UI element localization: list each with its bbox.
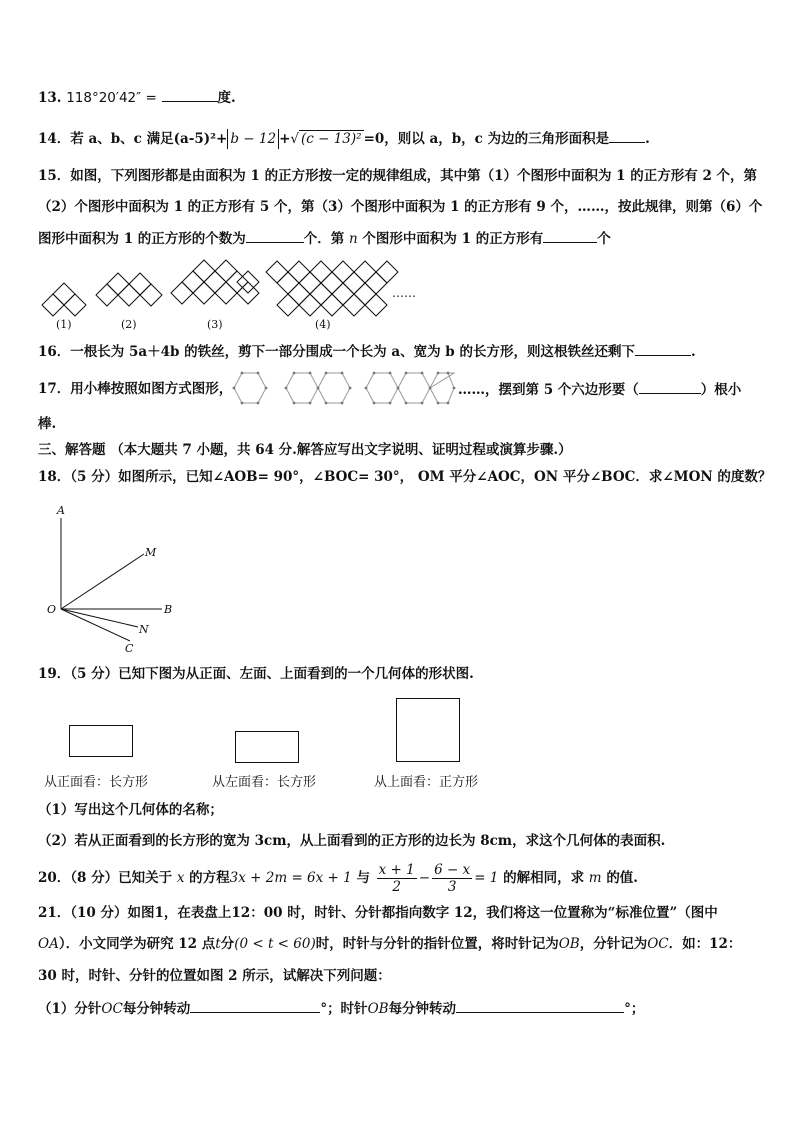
q19-top-view-caption: 从上面看：正方形 (374, 775, 479, 790)
q19-left-view-rectangle (235, 731, 299, 763)
q14-answer-blank[interactable] (609, 128, 645, 143)
q21-sub1b: 每分钟转动 (122, 1001, 191, 1017)
q20-text-e: 的值. (606, 870, 639, 886)
q15-label-4: (4) (315, 318, 331, 331)
q14-plus: + (279, 131, 291, 147)
q20-fraction-1-denominator: 2 (392, 879, 401, 895)
q21-range: (0 < t < 60) (234, 936, 316, 952)
q16-answer-blank[interactable] (635, 341, 691, 356)
q21-blank-1[interactable] (190, 998, 320, 1013)
q13-number: 13. (38, 90, 62, 106)
q17-text-2: ……，摆到第 5 个六边形要（ (458, 382, 639, 398)
q20-text-a: 20．（8 分）已知关于 (38, 870, 173, 886)
q20-equation-1: 3x + 2m = 6x + 1 (229, 870, 352, 886)
q21-line2a: ）．小文同学为研究 12 点 (58, 936, 216, 952)
q17-continued (458, 379, 741, 400)
q19-left-view-caption: 从左面看：长方形 (212, 775, 317, 790)
q19-text: 19．（5 分）已知下图为从正面、左面、上面看到的一个几何体的形状图. (38, 666, 474, 682)
q20-fraction-2-numerator: 6 − x (434, 862, 471, 878)
q15-label-3: (3) (207, 318, 223, 331)
q17-hexagon-3a (366, 373, 398, 403)
q13-answer-blank[interactable] (162, 87, 218, 102)
q18-label-A: A (57, 504, 65, 517)
q21-blank-2[interactable] (456, 998, 624, 1013)
q20-fraction-1 (377, 862, 417, 895)
q16-end: . (690, 344, 696, 360)
q15-line3 (38, 228, 611, 249)
q20-fraction-1-numerator: x + 1 (378, 862, 415, 878)
q17-hexagon-2a (286, 373, 318, 403)
q14-end: . (645, 131, 650, 147)
q15-figure-4 (266, 261, 398, 316)
q17-answer-blank[interactable] (639, 379, 701, 394)
q17-hexagon-3b (398, 373, 430, 403)
q20-var-x: x (176, 870, 185, 886)
q18-label-C: C (125, 642, 134, 655)
q19-sub1: （1）写出这个几何体的名称； (38, 802, 223, 818)
q21-line2 (38, 934, 741, 954)
q18-label-N: N (139, 623, 149, 636)
q14-prefix: 14．若 a、b、c 满足(a-5)²+ (38, 131, 228, 147)
q18-angle-figure (40, 500, 190, 655)
q18-label-B: B (164, 603, 173, 616)
q13 (38, 87, 236, 108)
q14-sqrt-radicand: (c − 13)² (300, 131, 362, 147)
q13-suffix: 度. (217, 90, 236, 106)
q15-line3d: 个 (597, 231, 611, 247)
q21-oc: OC (647, 936, 669, 952)
q14-abs-expression: b − 12 (227, 129, 279, 149)
q21-line2b: 分 (220, 936, 235, 952)
section-3-heading: 三、解答题 （本大题共 7 小题，共 64 分.解答应写出文字说明、证明过程或演算步骤.） (38, 442, 572, 458)
q19-front-view-caption: 从正面看：长方形 (44, 775, 149, 790)
q17-hexagon-1 (234, 373, 266, 403)
q15-n: n (349, 231, 358, 247)
q13-expression: 118°20′42″ = (66, 90, 157, 106)
q18-label-M: M (145, 546, 157, 559)
q21-sub1 (38, 998, 644, 1019)
q21-line2d: ，分针记为 (579, 936, 648, 952)
q17-text: 17．用小棒按照如图方式图形， (38, 381, 233, 397)
q21-line1: 21．（10 分）如图1，在表盘上12：00 时，时针、分针都指向数字 12，我们将这一位置称为“标准位置”（图中 (38, 905, 718, 921)
q17-hexagon-3c (430, 373, 454, 388)
q15-line3a: 图形中面积为 1 的正方形的个数为 (38, 231, 246, 247)
q20-fraction-2 (432, 862, 472, 895)
q21-sub1c: °；时针 (320, 1001, 368, 1017)
q21-sub1-oc: OC (101, 1001, 123, 1017)
q16 (38, 341, 696, 362)
q15-line1: 15．如图，下列图形都是由面积为 1 的正方形按一定的规律组成，其中第（1）个图形中面积为 1 的正方形有 2 个，第 (38, 168, 758, 184)
q15-blank-1[interactable] (246, 228, 304, 243)
q21-sub1d: 每分钟转动 (388, 1001, 457, 1017)
q17-hexagon-figure (232, 370, 456, 408)
q17-line2: 棒. (38, 416, 57, 432)
q15-line3c: 个图形中面积为 1 的正方形有 (362, 231, 544, 247)
q17-close: ）根小 (700, 382, 742, 398)
q17-hexagon-2b (318, 373, 350, 403)
q21-line3: 30 时，时针、分针的位置如图 2 所示，试解决下列问题： (38, 968, 391, 984)
q19-sub2: （2）若从正面看到的长方形的宽为 3cm，从上面看到的正方形的边长为 8cm，求这个几何体的表面积. (38, 833, 666, 849)
q15-line2: （2）个图形中面积为 1 的正方形有 5 个，第（3）个图形中面积为 1 的正方形有 9 个，……，按此规律，则第（6）个 (38, 199, 763, 215)
q15-label-2: (2) (121, 318, 137, 331)
q21-line2c: 时，时针与分针的指针位置，将时针记为 (315, 936, 559, 952)
q18-text: 18．（5 分）如图所示，已知∠AOB= 90°，∠BOC= 30°， OM 平分∠AOC，ON 平分∠BOC．求∠MON 的度数？ (38, 469, 772, 485)
q21-line2e: ．如：12： (668, 936, 742, 952)
q15-figure-1 (42, 283, 86, 316)
q15-line3b: 个．第 (303, 231, 345, 247)
q15-blank-2[interactable] (543, 228, 597, 243)
q15-ellipsis: …… (392, 286, 416, 300)
q14-suffix: =0，则以 a，b，c 为边的三角形面积是 (363, 131, 610, 147)
q20-minus: − (418, 870, 431, 886)
q15-label-1: (1) (56, 318, 72, 331)
q16-text: 16．一根长为 5a＋4b 的铁丝，剪下一部分围成一个长为 a、宽为 b 的长方形，则这根铁丝还剩下 (38, 344, 635, 360)
q14-sqrt: √ (c − 13)² (290, 131, 362, 147)
q14 (38, 128, 650, 149)
q20-text-c: 与 (356, 870, 370, 886)
q20-fraction-2-denominator: 3 (447, 879, 457, 895)
q20 (38, 860, 638, 896)
q21-sub1e: °； (624, 1001, 645, 1017)
q20-text-b: 的方程 (189, 870, 230, 886)
q21-sub1a: （1）分针 (38, 1001, 102, 1017)
q20-var-m: m (588, 870, 602, 886)
q15-figure-3 (171, 260, 259, 304)
q19-top-view-square (396, 698, 460, 762)
q20-text-d: 的解相同，求 (503, 870, 585, 886)
q21-var-t: t (215, 936, 221, 952)
q19-front-view-rectangle (69, 725, 133, 757)
q15-figure-2 (96, 273, 162, 306)
q21-oa: OA (38, 936, 59, 952)
q20-equation-2-rhs: = 1 (474, 870, 499, 886)
q18-label-O: O (47, 603, 57, 616)
q21-ob: OB (558, 936, 580, 952)
q21-sub1-ob: OB (367, 1001, 389, 1017)
